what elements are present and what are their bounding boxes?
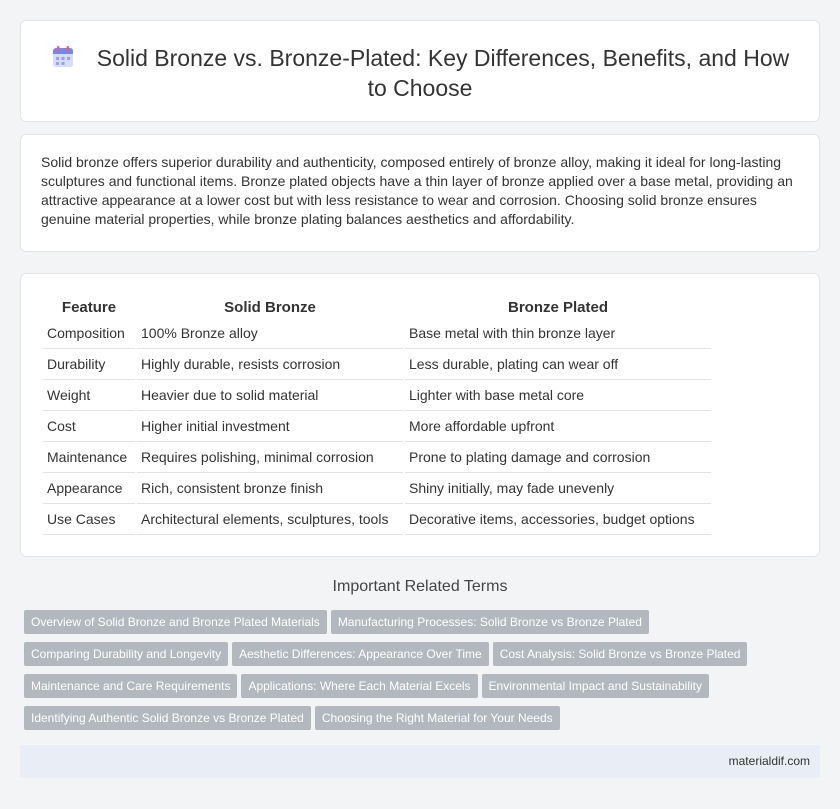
table-row: [43, 444, 711, 473]
related-term-tag[interactable]: Comparing Durability and Longevity: [24, 642, 228, 666]
table-cell: More affordable upfront: [405, 413, 711, 442]
related-terms-list: [24, 610, 824, 738]
column-header-solid-bronze: Solid Bronze: [224, 299, 316, 316]
comparison-table: [41, 294, 713, 537]
tag-row: [24, 674, 824, 706]
table-cell: Base metal with thin bronze layer: [405, 320, 711, 349]
table-row: [43, 506, 711, 535]
related-term-tag[interactable]: Manufacturing Processes: Solid Bronze vs Bronze Plated: [331, 610, 649, 634]
table-cell: Decorative items, accessories, budget options: [405, 506, 711, 535]
table-cell: Appearance: [43, 475, 135, 504]
table-cell: Heavier due to solid material: [137, 382, 403, 411]
table-cell: Cost: [43, 413, 135, 442]
tag-row: [24, 706, 824, 738]
related-term-tag[interactable]: Environmental Impact and Sustainability: [482, 674, 709, 698]
related-term-tag[interactable]: Applications: Where Each Material Excels: [241, 674, 477, 698]
related-term-tag[interactable]: Overview of Solid Bronze and Bronze Plated Materials: [24, 610, 327, 634]
table-header-row: [43, 296, 711, 318]
table-cell: Prone to plating damage and corrosion: [405, 444, 711, 473]
table-cell: Shiny initially, may fade unevenly: [405, 475, 711, 504]
footer: [20, 745, 820, 778]
related-term-tag[interactable]: Choosing the Right Material for Your Needs: [315, 706, 560, 730]
table-row: [43, 351, 711, 380]
table-cell: Use Cases: [43, 506, 135, 535]
table-row: [43, 382, 711, 411]
page-title: Solid Bronze vs. Bronze-Plated: Key Differences, Benefits, and How to Choose: [96, 45, 790, 101]
related-term-tag[interactable]: Aesthetic Differences: Appearance Over Time: [232, 642, 489, 666]
column-header-bronze-plated: Bronze Plated: [507, 299, 609, 316]
table-row: [43, 320, 711, 349]
calendar-icon: [51, 45, 75, 69]
table-row: [43, 475, 711, 504]
table-cell: Maintenance: [43, 444, 135, 473]
related-term-tag[interactable]: Identifying Authentic Solid Bronze vs Bronze Plated: [24, 706, 311, 730]
table-cell: Lighter with base metal core: [405, 382, 711, 411]
table-cell: Rich, consistent bronze finish: [137, 475, 403, 504]
table-cell: Composition: [43, 320, 135, 349]
table-cell: Requires polishing, minimal corrosion: [137, 444, 403, 473]
intro-paragraph: Solid bronze offers superior durability and authenticity, composed entirely of bronze alloy, making it ideal for long-lasting sculptures and functional items. Bronze plated objects have a thin layer of bronze applied over a base metal, providing an attractive appearance at a lower cost but with less resistance to wear and corrosion. Choosing solid bronze ensures genuine material properties, while bronze plating balances aesthetics and affordability.: [41, 154, 793, 227]
related-term-tag[interactable]: Cost Analysis: Solid Bronze vs Bronze Plated: [493, 642, 748, 666]
table-cell: Architectural elements, sculptures, tools: [137, 506, 403, 535]
related-term-tag[interactable]: Maintenance and Care Requirements: [24, 674, 237, 698]
title-wrap: [41, 43, 799, 103]
related-terms-heading: Important Related Terms: [332, 578, 508, 595]
table-cell: 100% Bronze alloy: [137, 320, 403, 349]
column-header-feature: Feature: [61, 299, 117, 316]
footer-site-link[interactable]: materialdif.com: [728, 754, 810, 768]
table-cell: Less durable, plating can wear off: [405, 351, 711, 380]
table-cell: Weight: [43, 382, 135, 411]
table-cell: Higher initial investment: [137, 413, 403, 442]
intro-card: [20, 134, 820, 252]
comparison-card: [20, 273, 820, 557]
header-card: [20, 20, 820, 122]
tag-row: [24, 610, 824, 642]
tag-row: [24, 642, 824, 674]
table-row: [43, 413, 711, 442]
table-cell: Highly durable, resists corrosion: [137, 351, 403, 380]
table-cell: Durability: [43, 351, 135, 380]
